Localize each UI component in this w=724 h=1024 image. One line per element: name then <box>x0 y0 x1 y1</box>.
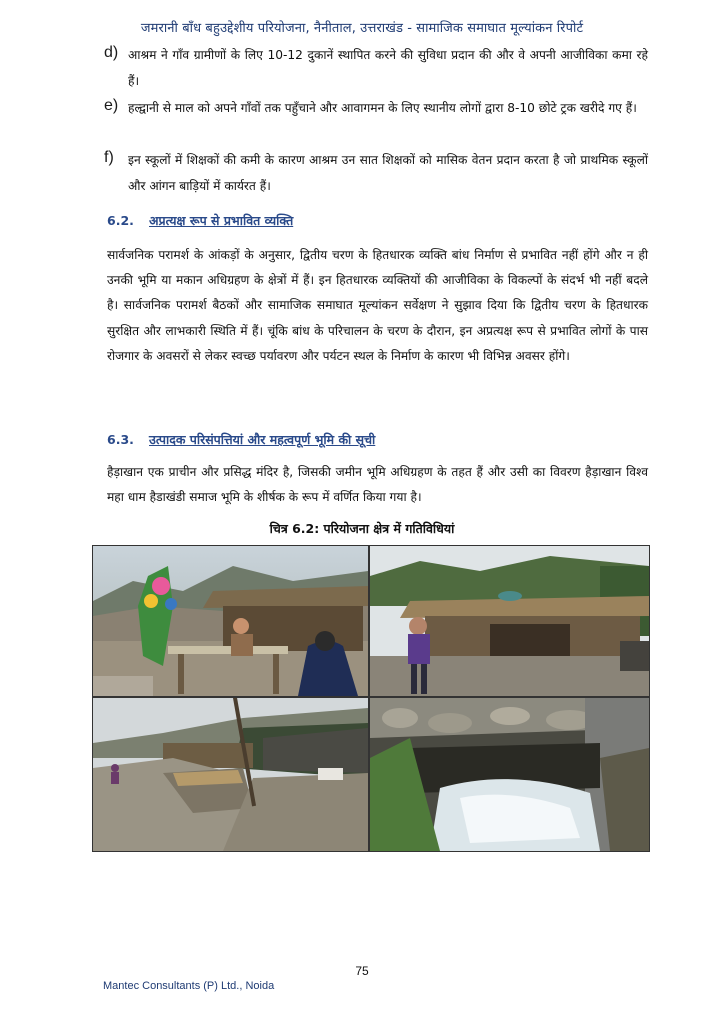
photo-hut-child <box>369 545 650 697</box>
section-6-3-paragraph: हैड़ाखान एक प्राचीन और प्रसिद्ध मंदिर है, जिसकी जमीन भूमि अधिग्रहण के तहत हैं और उसी का विवरण हैड़ाखान विश्व महा धाम हैडाखंडी समाज भूमि के शीर्षक के रूप में वर्णित किया गया है। <box>107 465 648 505</box>
list-item-text: इन स्कूलों में शिक्षकों की कमी के कारण आश्रम उन सात शिक्षकों को मासिक वेतन प्रदान करता है जो प्राथमिक स्कूलों और आंगन बाड़ियों में कार्यरत हैं। <box>128 153 648 193</box>
section-number: 6.3. <box>107 432 134 447</box>
footer-company: Mantec Consultants (P) Ltd., Noida <box>103 980 275 992</box>
section-title: अप्रत्यक्ष रूप से प्रभावित व्यक्ति <box>149 213 294 228</box>
list-marker: f) <box>104 149 114 166</box>
section-6-2-paragraph: सार्वजनिक परामर्श के आंकड़ों के अनुसार, द्वितीय चरण के हितधारक व्यक्ति बांध निर्माण से प्रभावित नहीं होंगे और न ही उनकी भूमि या मकान अधिग्रहण के क्षेत्रों में हैं। इन हितधारक व्यक्तियों की आजीविका के विकल्पों के संदर्भ भी नहीं बदले है। सार्वजनिक परामर्श बैठकों और सामाजिक समाघात मूल्यांकन सर्वेक्षण ने सुझाव दिया कि द्वितीय चरण के हितधारक सुरक्षित और लाभकारी स्थिति में हैं। चूंकि बांध के परिचालन के चरण के दौरान, इन अप्रत्यक्ष रूप से प्रभावित लोगों के पास रोजगार के अवसरों से लेकर स्वच्छ पर्यावरण और पर्यटन स्थल के निर्माण के कारण भी विभिन्न अवसर होंगे। <box>107 248 648 363</box>
photo-shop-stall <box>92 545 369 697</box>
photo-stone-path <box>92 697 369 852</box>
section-title: उत्पादक परिसंपत्तियां और महत्वपूर्ण भूमि की सूची <box>149 432 376 447</box>
list-item-text: आश्रम ने गाँव ग्रामीणों के लिए 10-12 दुकानें स्थापित करने की सुविधा प्रदान की और वे अपनी आजीविका कमा रहे हैं। <box>128 48 648 88</box>
photo-shop-stall-image <box>93 546 368 696</box>
figure-caption: चित्र 6.2: परियोजना क्षेत्र में गतिविधियां <box>269 521 455 536</box>
list-item <box>104 147 648 199</box>
page-number: 75 <box>355 964 369 978</box>
list-marker: d) <box>104 44 119 61</box>
list-item <box>104 95 648 121</box>
photo-stone-path-image <box>93 698 368 851</box>
list-item <box>104 42 648 94</box>
report-header: जमरानी बाँध बहुउद्देशीय परियोजना, नैनीताल, उत्तराखंड - सामाजिक समाघात मूल्यांकन रिपोर्ट <box>140 21 584 36</box>
list-item-text: हल्द्वानी से माल को अपने गाँवों तक पहुँचाने और आवागमन के लिए स्थानीय लोगों द्वारा 8-10 छोटे ट्रक खरीदे गए हैं। <box>128 101 637 115</box>
photo-water-channel <box>369 697 650 852</box>
section-number: 6.2. <box>107 213 134 228</box>
list-marker: e) <box>104 97 119 114</box>
section-heading-6-3 <box>107 431 375 448</box>
photo-water-channel-image <box>370 698 649 851</box>
section-heading-6-2 <box>107 212 293 229</box>
photo-hut-child-image <box>370 546 649 696</box>
